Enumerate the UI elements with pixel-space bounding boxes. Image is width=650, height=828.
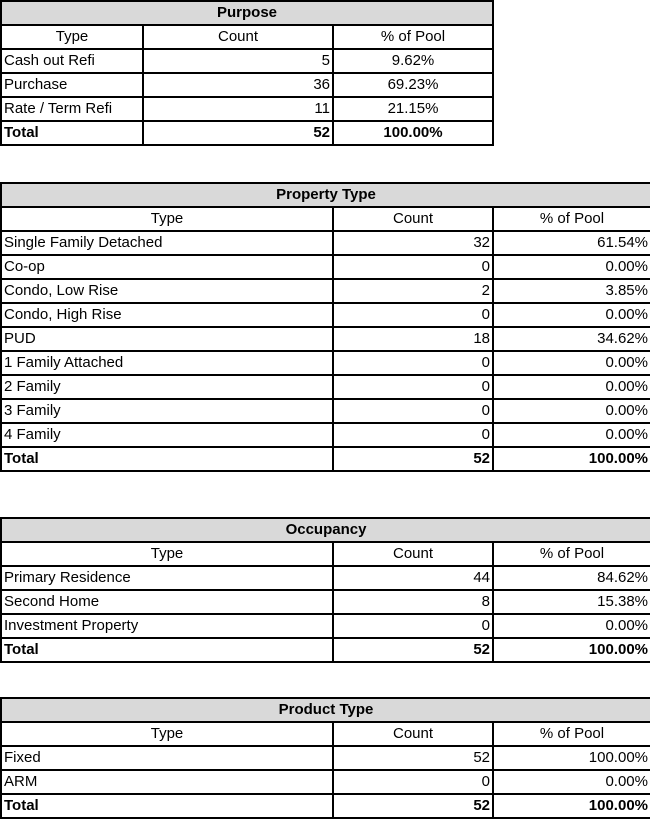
- row-count: 8: [333, 590, 493, 614]
- row-pct: 9.62%: [333, 49, 493, 73]
- row-pct: 0.00%: [493, 375, 650, 399]
- row-pct: 84.62%: [493, 566, 650, 590]
- row-type: ARM: [1, 770, 333, 794]
- table-row: [1, 255, 650, 279]
- row-type: Primary Residence: [1, 566, 333, 590]
- row-count: 32: [333, 231, 493, 255]
- row-pct: 15.38%: [493, 590, 650, 614]
- row-pct: 0.00%: [493, 303, 650, 327]
- header-count: Count: [333, 542, 493, 566]
- row-count: 44: [333, 566, 493, 590]
- total-row: [1, 447, 650, 471]
- header-pct: % of Pool: [493, 542, 650, 566]
- table-row: [1, 614, 650, 638]
- row-count: 0: [333, 375, 493, 399]
- table-row: [1, 97, 493, 121]
- table-row: [1, 399, 650, 423]
- row-count: 5: [143, 49, 333, 73]
- row-type: PUD: [1, 327, 333, 351]
- product-type-title: Product Type: [1, 698, 650, 722]
- occupancy-title: Occupancy: [1, 518, 650, 542]
- table-row: [1, 423, 650, 447]
- row-count: 52: [333, 746, 493, 770]
- row-count: 11: [143, 97, 333, 121]
- total-label: Total: [1, 638, 333, 662]
- header-type: Type: [1, 207, 333, 231]
- row-pct: 34.62%: [493, 327, 650, 351]
- row-type: Investment Property: [1, 614, 333, 638]
- total-label: Total: [1, 447, 333, 471]
- total-row: [1, 794, 650, 818]
- row-pct: 21.15%: [333, 97, 493, 121]
- total-count: 52: [333, 638, 493, 662]
- header-type: Type: [1, 542, 333, 566]
- total-count: 52: [143, 121, 333, 145]
- row-type: Cash out Refi: [1, 49, 143, 73]
- row-pct: 3.85%: [493, 279, 650, 303]
- table-row: [1, 303, 650, 327]
- row-count: 0: [333, 423, 493, 447]
- row-type: Rate / Term Refi: [1, 97, 143, 121]
- header-pct: % of Pool: [333, 25, 493, 49]
- table-row: [1, 351, 650, 375]
- row-pct: 100.00%: [493, 746, 650, 770]
- header-pct: % of Pool: [493, 207, 650, 231]
- total-count: 52: [333, 794, 493, 818]
- table-row: [1, 279, 650, 303]
- property-type-table: [0, 182, 650, 472]
- row-count: 0: [333, 770, 493, 794]
- row-type: Co-op: [1, 255, 333, 279]
- occupancy-table: [0, 517, 650, 663]
- row-pct: 0.00%: [493, 770, 650, 794]
- table-row: [1, 375, 650, 399]
- row-pct: 61.54%: [493, 231, 650, 255]
- table-row: [1, 73, 493, 97]
- row-type: Condo, Low Rise: [1, 279, 333, 303]
- purpose-title: Purpose: [1, 1, 493, 25]
- total-label: Total: [1, 794, 333, 818]
- total-pct: 100.00%: [493, 447, 650, 471]
- row-count: 18: [333, 327, 493, 351]
- total-pct: 100.00%: [493, 638, 650, 662]
- row-pct: 0.00%: [493, 351, 650, 375]
- row-count: 0: [333, 399, 493, 423]
- table-row: [1, 770, 650, 794]
- row-pct: 0.00%: [493, 255, 650, 279]
- row-type: 1 Family Attached: [1, 351, 333, 375]
- row-count: 0: [333, 351, 493, 375]
- total-pct: 100.00%: [333, 121, 493, 145]
- header-type: Type: [1, 25, 143, 49]
- total-label: Total: [1, 121, 143, 145]
- row-count: 0: [333, 303, 493, 327]
- table-row: [1, 49, 493, 73]
- table-row: [1, 590, 650, 614]
- row-pct: 69.23%: [333, 73, 493, 97]
- table-row: [1, 327, 650, 351]
- product-type-table: [0, 697, 650, 819]
- row-pct: 0.00%: [493, 399, 650, 423]
- property-type-title: Property Type: [1, 183, 650, 207]
- row-count: 2: [333, 279, 493, 303]
- row-type: Condo, High Rise: [1, 303, 333, 327]
- header-pct: % of Pool: [493, 722, 650, 746]
- header-count: Count: [333, 207, 493, 231]
- row-count: 0: [333, 614, 493, 638]
- row-type: Purchase: [1, 73, 143, 97]
- table-row: [1, 566, 650, 590]
- row-count: 36: [143, 73, 333, 97]
- header-type: Type: [1, 722, 333, 746]
- row-type: 3 Family: [1, 399, 333, 423]
- row-pct: 0.00%: [493, 423, 650, 447]
- total-row: [1, 638, 650, 662]
- row-type: Single Family Detached: [1, 231, 333, 255]
- total-pct: 100.00%: [493, 794, 650, 818]
- row-type: Second Home: [1, 590, 333, 614]
- header-count: Count: [333, 722, 493, 746]
- row-pct: 0.00%: [493, 614, 650, 638]
- purpose-table: [0, 0, 494, 146]
- row-type: 4 Family: [1, 423, 333, 447]
- total-count: 52: [333, 447, 493, 471]
- table-row: [1, 231, 650, 255]
- total-row: [1, 121, 493, 145]
- row-count: 0: [333, 255, 493, 279]
- header-count: Count: [143, 25, 333, 49]
- row-type: Fixed: [1, 746, 333, 770]
- row-type: 2 Family: [1, 375, 333, 399]
- table-row: [1, 746, 650, 770]
